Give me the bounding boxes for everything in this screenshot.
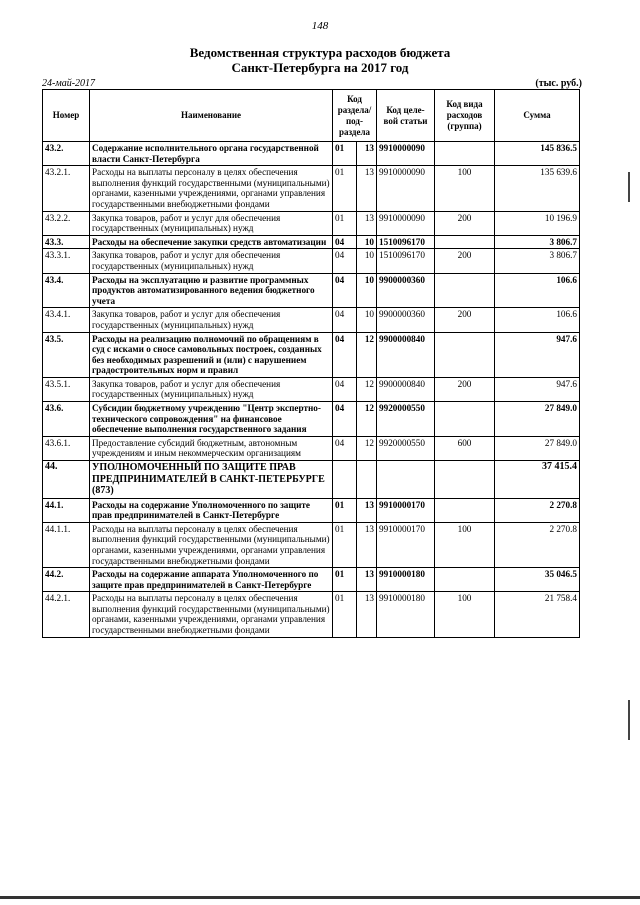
row-name: Расходы на обеспечение закупки средств автоматизации	[90, 235, 333, 249]
table-row	[43, 308, 580, 332]
row-number: 44.2.	[43, 568, 90, 592]
row-sum: 10 196.9	[495, 211, 580, 235]
row-article-code: 9900000360	[377, 273, 435, 308]
row-sum: 27 849.0	[495, 402, 580, 437]
row-expense-code	[435, 498, 495, 522]
row-expense-code: 200	[435, 308, 495, 332]
row-name: Расходы на выплаты персоналу в целях обеспечения выполнения функций государственными (муниципальными) органами, казенными учреждениями, органами управления государственными внебюджетными фондами	[90, 522, 333, 567]
table-row	[43, 166, 580, 211]
row-article-code	[377, 461, 435, 499]
table-header	[43, 90, 580, 142]
row-number: 44.1.1.	[43, 522, 90, 567]
row-sum: 145 836.5	[495, 142, 580, 166]
row-subsection-code: 13	[357, 142, 377, 166]
table-row	[43, 273, 580, 308]
row-section-code: 04	[333, 402, 357, 437]
row-number: 43.3.	[43, 235, 90, 249]
row-expense-code: 600	[435, 436, 495, 460]
header-section: Код раздела/ под- раздела	[333, 90, 377, 142]
row-name: Расходы на реализацию полномочий по обращениям в суд с исками о сносе самовольных построек, созданных без необходимых разрешений и (или) с нарушением градостроительных норм и правил	[90, 332, 333, 377]
row-expense-code	[435, 142, 495, 166]
row-name: Содержание исполнительного органа государственной власти Санкт-Петербурга	[90, 142, 333, 166]
row-subsection-code: 10	[357, 308, 377, 332]
row-expense-code: 100	[435, 522, 495, 567]
row-name: Закупка товаров, работ и услуг для обеспечения государственных (муниципальных) нужд	[90, 249, 333, 273]
row-sum: 106.6	[495, 308, 580, 332]
row-sum: 135 639.6	[495, 166, 580, 211]
header-name: Наименование	[90, 90, 333, 142]
row-number: 43.2.2.	[43, 211, 90, 235]
row-article-code: 9900000840	[377, 332, 435, 377]
scan-bottom-edge	[0, 896, 640, 899]
row-article-code: 9910000090	[377, 166, 435, 211]
row-section-code: 01	[333, 498, 357, 522]
document-date: 24-май-2017	[42, 78, 96, 89]
row-article-code: 9900000840	[377, 377, 435, 401]
table-row	[43, 211, 580, 235]
row-sum: 21 758.4	[495, 592, 580, 637]
row-article-code: 9910000180	[377, 568, 435, 592]
row-section-code: 04	[333, 332, 357, 377]
header-number: Номер	[43, 90, 90, 142]
row-sum: 2 270.8	[495, 522, 580, 567]
row-number: 43.4.	[43, 273, 90, 308]
row-expense-code	[435, 273, 495, 308]
row-section-code: 01	[333, 568, 357, 592]
row-subsection-code	[357, 461, 377, 499]
row-name: Расходы на эксплуатацию и развитие программных продуктов автоматизированного ведения бюджетного учета	[90, 273, 333, 308]
table-row	[43, 436, 580, 460]
row-sum: 37 415.4	[495, 461, 580, 499]
row-sum: 106.6	[495, 273, 580, 308]
row-name: Расходы на выплаты персоналу в целях обеспечения выполнения функций государственными (муниципальными) органами, казенными учреждениями, органами управления государственными внебюджетными фондами	[90, 166, 333, 211]
table-row	[43, 235, 580, 249]
scan-edge-mark	[628, 700, 630, 740]
title-line-2: Санкт-Петербурга на 2017 год	[231, 60, 409, 75]
row-expense-code	[435, 402, 495, 437]
row-number: 44.1.	[43, 498, 90, 522]
table-body	[43, 142, 580, 638]
row-article-code: 1510096170	[377, 235, 435, 249]
row-expense-code	[435, 461, 495, 499]
scan-edge-mark	[628, 172, 630, 202]
row-name: Закупка товаров, работ и услуг для обеспечения государственных (муниципальных) нужд	[90, 211, 333, 235]
row-number: 43.6.	[43, 402, 90, 437]
row-article-code: 9910000180	[377, 592, 435, 637]
table-row	[43, 249, 580, 273]
row-sum: 27 849.0	[495, 436, 580, 460]
row-section-code: 04	[333, 308, 357, 332]
row-expense-code: 200	[435, 249, 495, 273]
row-article-code: 9900000360	[377, 308, 435, 332]
row-name: Расходы на содержание Уполномоченного по защите прав предпринимателей в Санкт-Петербурге	[90, 498, 333, 522]
row-section-code: 04	[333, 249, 357, 273]
row-section-code: 04	[333, 377, 357, 401]
table-row	[43, 402, 580, 437]
row-subsection-code: 13	[357, 568, 377, 592]
row-section-code: 04	[333, 235, 357, 249]
row-subsection-code: 10	[357, 235, 377, 249]
row-subsection-code: 12	[357, 436, 377, 460]
row-number: 43.4.1.	[43, 308, 90, 332]
units-label: (тыс. руб.)	[535, 78, 582, 89]
row-expense-code	[435, 235, 495, 249]
row-name: УПОЛНОМОЧЕННЫЙ ПО ЗАЩИТЕ ПРАВ ПРЕДПРИНИМАТЕЛЕЙ В САНКТ-ПЕТЕРБУРГЕ (873)	[90, 461, 333, 499]
row-article-code: 9910000170	[377, 498, 435, 522]
row-subsection-code: 13	[357, 498, 377, 522]
row-subsection-code: 10	[357, 249, 377, 273]
row-section-code: 01	[333, 142, 357, 166]
row-sum: 947.6	[495, 377, 580, 401]
row-expense-code: 200	[435, 211, 495, 235]
row-sum: 2 270.8	[495, 498, 580, 522]
row-article-code: 9910000170	[377, 522, 435, 567]
document-title	[0, 45, 640, 75]
row-section-code: 04	[333, 436, 357, 460]
row-number: 43.6.1.	[43, 436, 90, 460]
row-sum: 3 806.7	[495, 235, 580, 249]
row-subsection-code: 12	[357, 332, 377, 377]
row-article-code: 9920000550	[377, 402, 435, 437]
row-section-code: 01	[333, 166, 357, 211]
row-name: Расходы на содержание аппарата Уполномоченного по защите прав предпринимателей в Санкт-Петербурге	[90, 568, 333, 592]
row-expense-code	[435, 332, 495, 377]
row-expense-code: 200	[435, 377, 495, 401]
table-row	[43, 142, 580, 166]
row-subsection-code: 12	[357, 377, 377, 401]
page-number: 148	[311, 20, 329, 32]
row-number: 43.2.1.	[43, 166, 90, 211]
table-row	[43, 568, 580, 592]
row-sum: 3 806.7	[495, 249, 580, 273]
table-row	[43, 332, 580, 377]
row-number: 44.2.1.	[43, 592, 90, 637]
row-number: 43.5.1.	[43, 377, 90, 401]
row-sum: 947.6	[495, 332, 580, 377]
row-sum: 35 046.5	[495, 568, 580, 592]
header-expense: Код вида расходов (группа)	[435, 90, 495, 142]
row-number: 44.	[43, 461, 90, 499]
row-number: 43.5.	[43, 332, 90, 377]
header-article: Код целе- вой статьи	[377, 90, 435, 142]
row-article-code: 9910000090	[377, 142, 435, 166]
row-subsection-code: 13	[357, 592, 377, 637]
row-section-code: 01	[333, 211, 357, 235]
row-section-code	[333, 461, 357, 499]
row-subsection-code: 13	[357, 522, 377, 567]
row-subsection-code: 10	[357, 273, 377, 308]
row-expense-code: 100	[435, 592, 495, 637]
row-subsection-code: 13	[357, 166, 377, 211]
table-row	[43, 377, 580, 401]
row-name: Расходы на выплаты персоналу в целях обеспечения выполнения функций государственными (муниципальными) органами, казенными учреждениями, органами управления государственными внебюджетными фондами	[90, 592, 333, 637]
header-sum: Сумма	[495, 90, 580, 142]
row-section-code: 01	[333, 592, 357, 637]
row-section-code: 04	[333, 273, 357, 308]
row-expense-code: 100	[435, 166, 495, 211]
table-row	[43, 461, 580, 499]
row-article-code: 1510096170	[377, 249, 435, 273]
table-row	[43, 592, 580, 637]
title-line-1: Ведомственная структура расходов бюджета	[189, 45, 451, 60]
table-row	[43, 498, 580, 522]
row-article-code: 9910000090	[377, 211, 435, 235]
row-name: Субсидии бюджетному учреждению "Центр экспертно-технического сопровождения" на финансовое обеспечение выполнения государственного задания	[90, 402, 333, 437]
row-name: Закупка товаров, работ и услуг для обеспечения государственных (муниципальных) нужд	[90, 308, 333, 332]
budget-table	[42, 89, 580, 638]
table-row	[43, 522, 580, 567]
row-subsection-code: 12	[357, 402, 377, 437]
row-article-code: 9920000550	[377, 436, 435, 460]
row-number: 43.3.1.	[43, 249, 90, 273]
row-name: Предоставление субсидий бюджетным, автономным учреждениям и иным некоммерческим организациям	[90, 436, 333, 460]
row-name: Закупка товаров, работ и услуг для обеспечения государственных (муниципальных) нужд	[90, 377, 333, 401]
row-section-code: 01	[333, 522, 357, 567]
row-expense-code	[435, 568, 495, 592]
row-number: 43.2.	[43, 142, 90, 166]
row-subsection-code: 13	[357, 211, 377, 235]
